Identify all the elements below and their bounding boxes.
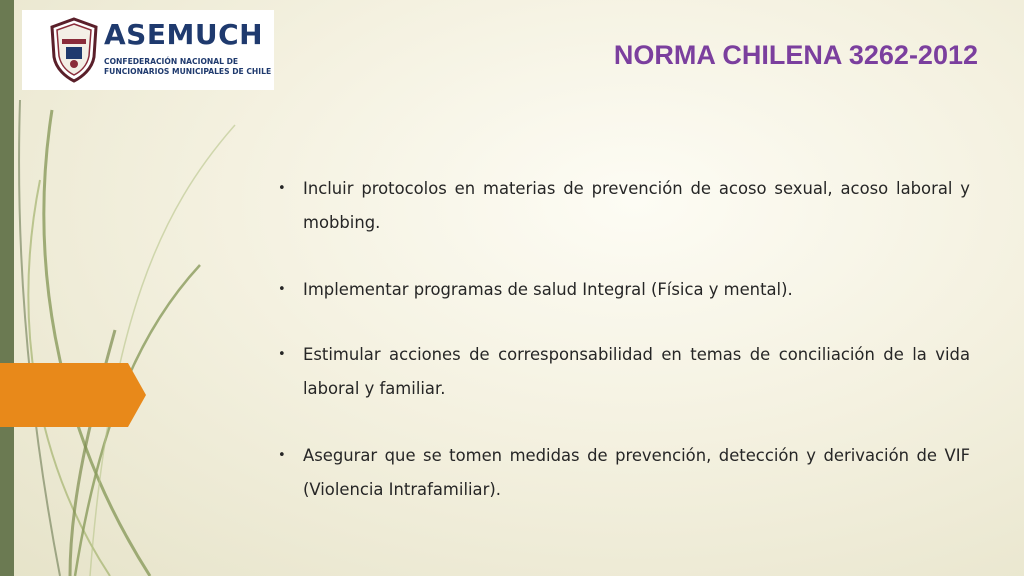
bullet-dot: •	[278, 448, 286, 463]
logo-subtitle	[104, 57, 271, 77]
bullet-text: Asegurar que se tomen medidas de prevención, detección y derivación de VIF (Violencia Intrafamiliar).	[303, 446, 970, 499]
bullet-item	[278, 439, 970, 507]
logo-subtitle-line2: FUNCIONARIOS MUNICIPALES DE CHILE	[104, 67, 272, 76]
crest-shield-icon	[48, 17, 100, 83]
bullet-text: Implementar programas de salud Integral (Física y mental).	[303, 280, 793, 299]
slide-title: NORMA CHILENA 3262-2012	[613, 40, 978, 70]
bullet-text: Incluir protocolos en materias de prevención de acoso sexual, acoso laboral y mobbing.	[303, 179, 970, 232]
bullet-item	[278, 338, 970, 406]
bullet-item	[278, 172, 970, 240]
bullet-text: Estimular acciones de corresponsabilidad en temas de conciliación de la vida laboral y familiar.	[303, 345, 970, 398]
bullet-dot: •	[278, 181, 286, 196]
bullet-dot: •	[278, 282, 286, 297]
bullet-item	[278, 273, 970, 307]
asemuch-logo	[22, 10, 274, 90]
bullet-list	[278, 172, 970, 540]
bullet-dot: •	[278, 347, 286, 362]
orange-accent-tab	[0, 363, 146, 427]
logo-subtitle-line1: CONFEDERACIÓN NACIONAL DE	[104, 57, 239, 66]
logo-name: ASEMUCH	[104, 18, 264, 51]
